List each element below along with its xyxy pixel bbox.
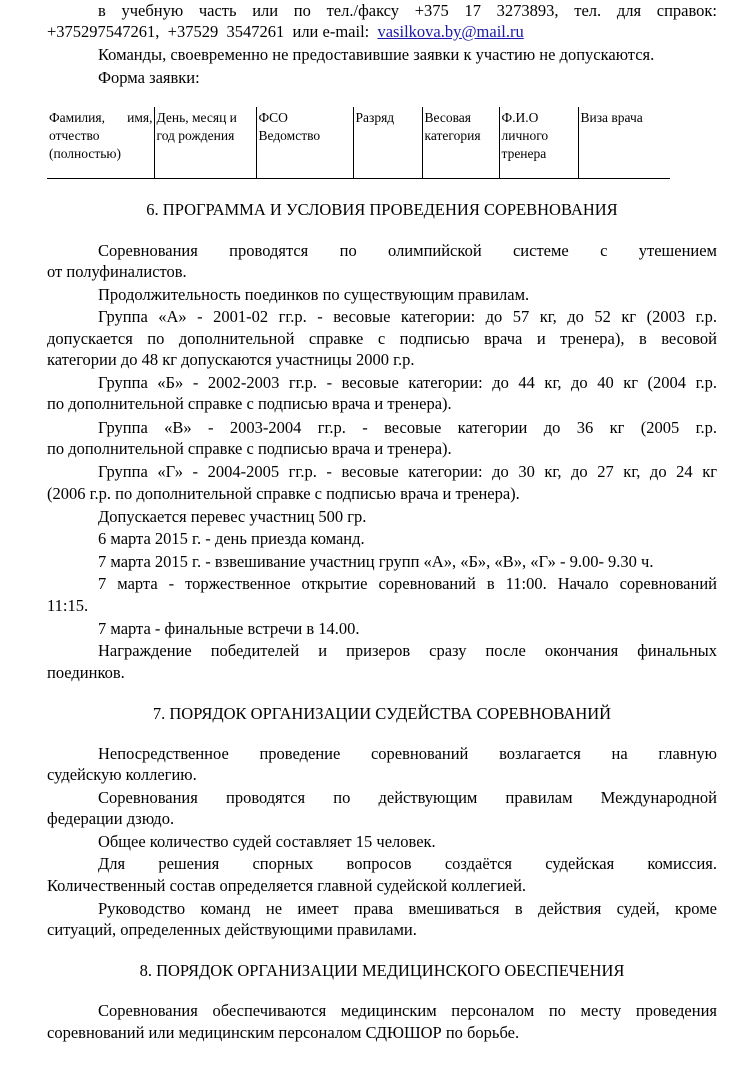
section-8-title: 8. ПОРЯДОК ОРГАНИЗАЦИИ МЕДИЦИНСКОГО ОБЕСПЕЧЕНИЯ (139, 961, 625, 980)
table-header-cell: Фамилия, имя, отчество (полностью) (47, 107, 154, 179)
intro-line-4: Форма заявки: (98, 68, 200, 87)
table-header-cell: ФСО Ведомство (256, 107, 353, 179)
table-header-cell: День, месяц и год рождения (154, 107, 256, 179)
paragraph-line: Группа «Г» - 2004-2005 гг.р. - весовые категории: до 30 кг, до 27 кг, до 24 кг (98, 462, 717, 481)
paragraph-line: федерации дзюдо. (47, 809, 175, 828)
paragraph-line: Группа «В» - 2003-2004 гг.р. - весовые категории до 36 кг (2005 г.р. (98, 418, 717, 437)
paragraph-line: (2006 г.р. по дополнительной справке с подписью врача и тренера). (47, 484, 520, 503)
intro-line-2 (47, 21, 717, 42)
paragraph-line: Количественный состав определяется главной судейской коллегией. (47, 876, 527, 895)
paragraph-line: поединков. (47, 663, 125, 682)
paragraph-line: Допускается перевес участниц 500 гр. (98, 507, 367, 526)
paragraph-line: Группа «А» - 2001-02 гг.р. - весовые категории: до 57 кг, до 52 кг (2003 г.р. (98, 307, 717, 326)
paragraph-line: Соревнования обеспечиваются медицинским персоналом по месту проведения (98, 1001, 717, 1020)
application-form-table (47, 107, 670, 179)
intro-line-1: в учебную часть или по тел./факсу +375 17 3273893, тел. для справок: (98, 1, 717, 20)
paragraph-line: Руководство команд не имеет права вмешиваться в действия судей, кроме (98, 899, 717, 918)
section-6-title: 6. ПРОГРАММА И УСЛОВИЯ ПРОВЕДЕНИЯ СОРЕВНОВАНИЯ (146, 200, 618, 219)
paragraph-line: Соревнования проводятся по олимпийской системе с утешением (98, 241, 717, 260)
paragraph-line: Соревнования проводятся по действующим правилам Международной (98, 788, 717, 807)
table-header-cell: Виза врача (578, 107, 670, 179)
table-header-cell: Разряд (353, 107, 422, 179)
paragraph-line: 7 марта - финальные встречи в 14.00. (98, 619, 360, 638)
paragraph-line: допускается по дополнительной справке с подписью врача и тренера), в весовой (47, 329, 717, 348)
section-7-title: 7. ПОРЯДОК ОРГАНИЗАЦИИ СУДЕЙСТВА СОРЕВНОВАНИЙ (152, 704, 612, 723)
paragraph-line: 7 марта - торжественное открытие соревнований в 11:00. Начало соревнований (98, 574, 717, 593)
table-header-cell: Весовая категория (422, 107, 499, 179)
email-link[interactable]: vasilkova.by@mail.ru (377, 22, 524, 41)
paragraph-line: ситуаций, определенных действующими правилами. (47, 920, 417, 939)
paragraph-line: судейскую коллегию. (47, 765, 197, 784)
paragraph-line: 11:15. (47, 596, 89, 615)
paragraph-line: 7 марта 2015 г. - взвешивание участниц групп «А», «Б», «В», «Г» - 9.00- 9.30 ч. (98, 552, 654, 571)
paragraph-line: Для решения спорных вопросов создаётся судейская комиссия. (98, 854, 717, 873)
paragraph-line: Продолжительность поединков по существующим правилам. (98, 285, 530, 304)
paragraph-line: 6 марта 2015 г. - день приезда команд. (98, 529, 365, 548)
paragraph-line: Группа «Б» - 2002-2003 гг.р. - весовые категории: до 44 кг, до 40 кг (2004 г.р. (98, 373, 717, 392)
paragraph-line: по дополнительной справке с подписью врача и тренера). (47, 394, 452, 413)
table-header-row (47, 107, 670, 179)
intro-phones: +375297547261, +37529 3547261 или e-mail: (47, 22, 378, 41)
paragraph-line: Непосредственное проведение соревнований возлагается на главную (98, 744, 717, 763)
paragraph-line: Награждение победителей и призеров сразу после окончания финальных (98, 641, 717, 660)
paragraph-line: от полуфиналистов. (47, 262, 187, 281)
table-header-cell: Ф.И.О личного тренера (499, 107, 578, 179)
paragraph-line: Общее количество судей составляет 15 человек. (98, 832, 436, 851)
paragraph-line: соревнований или медицинским персоналом СДЮШОР по борьбе. (47, 1023, 520, 1042)
paragraph-line: категории до 48 кг допускаются участницы 2000 г.р. (47, 350, 415, 369)
paragraph-line: по дополнительной справке с подписью врача и тренера). (47, 439, 452, 458)
intro-line-3: Команды, своевременно не предоставившие заявки к участию не допускаются. (98, 45, 655, 64)
